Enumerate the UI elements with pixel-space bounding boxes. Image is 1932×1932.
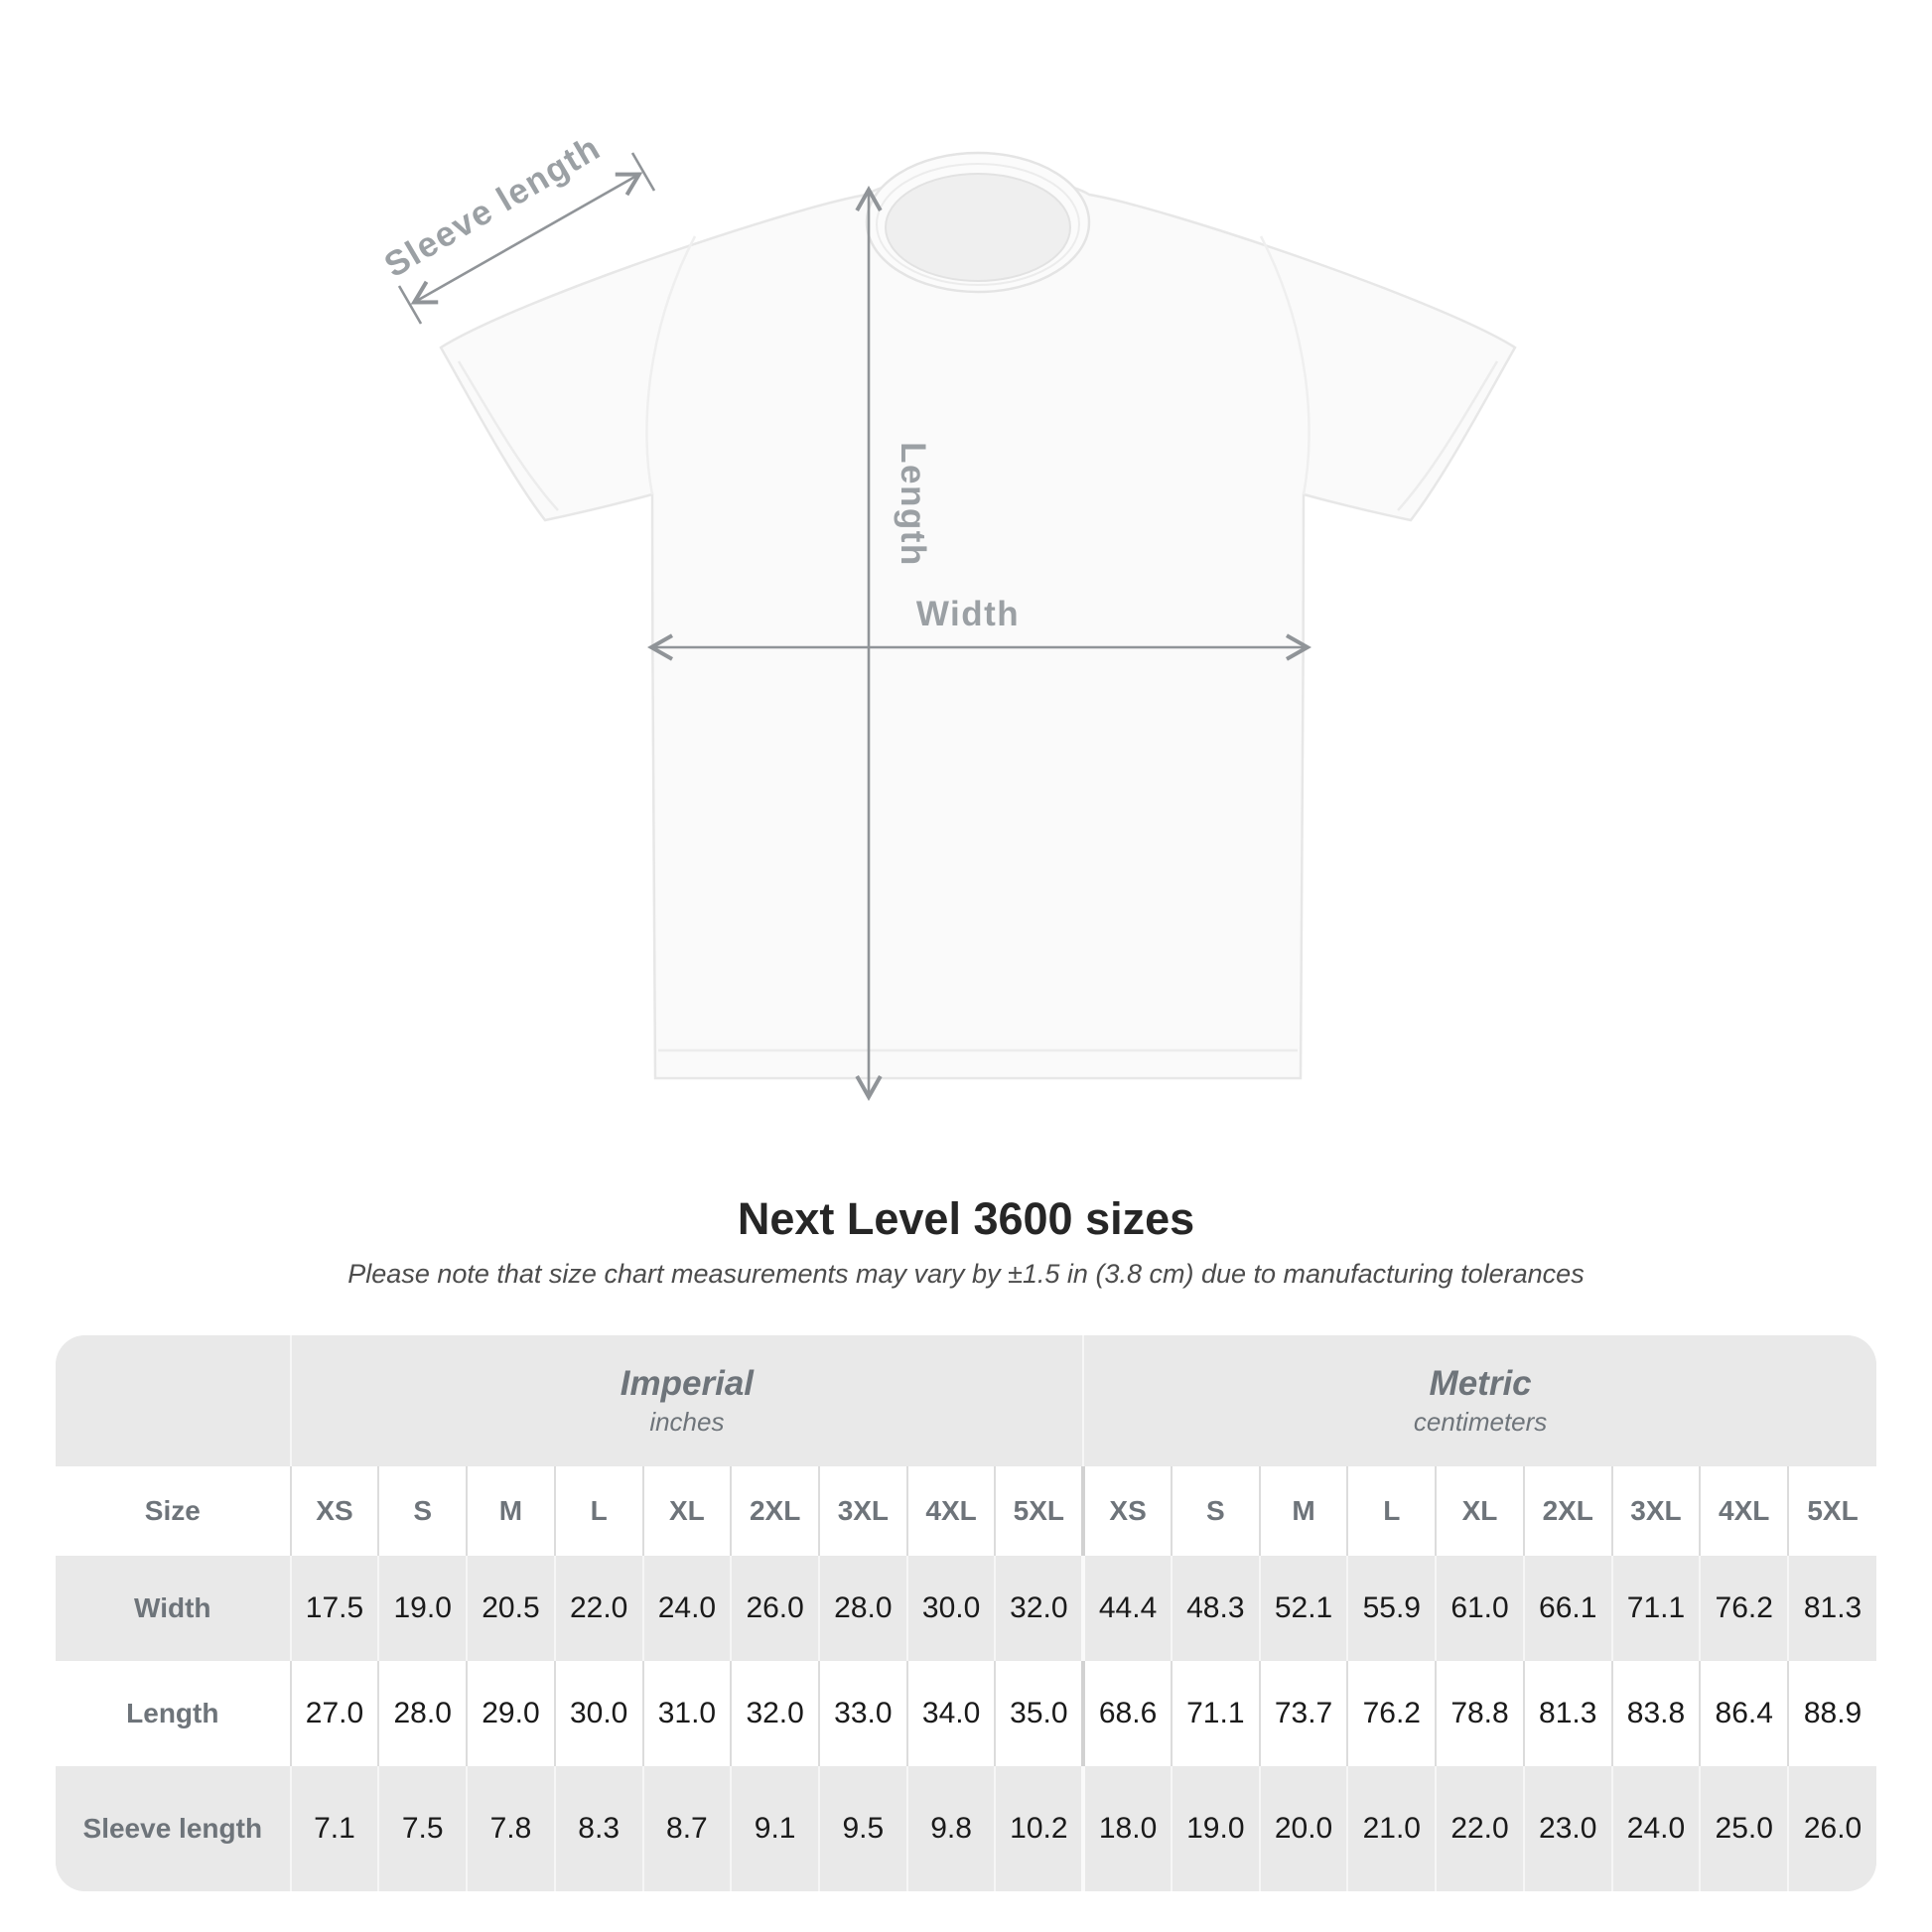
size-chart-container bbox=[56, 1335, 1876, 1891]
measurement-value: 24.0 bbox=[643, 1556, 732, 1661]
length-label: Length bbox=[894, 442, 932, 567]
measurement-value: 18.0 bbox=[1083, 1766, 1172, 1891]
measurement-value: 20.5 bbox=[467, 1556, 555, 1661]
measurement-value: 71.1 bbox=[1172, 1661, 1260, 1766]
size-col-header: XL bbox=[643, 1466, 732, 1556]
measurement-value: 34.0 bbox=[907, 1661, 996, 1766]
measurement-value: 32.0 bbox=[731, 1661, 819, 1766]
measurement-value: 73.7 bbox=[1260, 1661, 1348, 1766]
measurement-value: 33.0 bbox=[819, 1661, 907, 1766]
width-label: Width bbox=[915, 595, 1021, 633]
measurement-value: 21.0 bbox=[1347, 1766, 1436, 1891]
measurement-value: 27.0 bbox=[291, 1661, 379, 1766]
size-col-header: XS bbox=[1083, 1466, 1172, 1556]
measurement-value: 55.9 bbox=[1347, 1556, 1436, 1661]
row-label: Width bbox=[134, 1592, 211, 1623]
imperial-subtitle: inches bbox=[649, 1406, 725, 1437]
measurement-value: 19.0 bbox=[378, 1556, 467, 1661]
measurement-value: 52.1 bbox=[1260, 1556, 1348, 1661]
size-col-header: XL bbox=[1436, 1466, 1524, 1556]
size-table-body bbox=[56, 1335, 1876, 1891]
size-col-header: 3XL bbox=[819, 1466, 907, 1556]
measurement-value: 9.5 bbox=[819, 1766, 907, 1891]
measurement-value: 88.9 bbox=[1788, 1661, 1876, 1766]
size-col-header: L bbox=[1347, 1466, 1436, 1556]
size-col-header: 2XL bbox=[1524, 1466, 1612, 1556]
measurement-value: 7.5 bbox=[378, 1766, 467, 1891]
imperial-title: Imperial bbox=[620, 1364, 755, 1404]
imperial-header bbox=[291, 1335, 1084, 1466]
chart-heading bbox=[0, 1193, 1932, 1290]
measurement-value: 24.0 bbox=[1612, 1766, 1701, 1891]
size-col-header: 4XL bbox=[907, 1466, 996, 1556]
measurement-value: 30.0 bbox=[907, 1556, 996, 1661]
measurement-value: 9.1 bbox=[731, 1766, 819, 1891]
measurement-value: 30.0 bbox=[555, 1661, 643, 1766]
measurement-value: 66.1 bbox=[1524, 1556, 1612, 1661]
table-row bbox=[56, 1766, 1876, 1891]
size-col-header: 5XL bbox=[1788, 1466, 1876, 1556]
measurement-value: 44.4 bbox=[1083, 1556, 1172, 1661]
measurement-value: 10.2 bbox=[995, 1766, 1083, 1891]
page-title: Next Level 3600 sizes bbox=[737, 1193, 1195, 1244]
size-col-header: M bbox=[467, 1466, 555, 1556]
size-col-header: S bbox=[1172, 1466, 1260, 1556]
size-chart-table bbox=[56, 1335, 1876, 1891]
measurement-value: 61.0 bbox=[1436, 1556, 1524, 1661]
measurement-value: 19.0 bbox=[1172, 1766, 1260, 1891]
measurement-value: 71.1 bbox=[1612, 1556, 1701, 1661]
measurement-value: 17.5 bbox=[291, 1556, 379, 1661]
measurement-value: 8.7 bbox=[643, 1766, 732, 1891]
measurement-value: 26.0 bbox=[1788, 1766, 1876, 1891]
size-col-header: L bbox=[555, 1466, 643, 1556]
measurement-value: 76.2 bbox=[1347, 1661, 1436, 1766]
measurement-value: 20.0 bbox=[1260, 1766, 1348, 1891]
measurement-value: 26.0 bbox=[731, 1556, 819, 1661]
measurement-value: 81.3 bbox=[1788, 1556, 1876, 1661]
metric-subtitle: centimeters bbox=[1413, 1406, 1548, 1437]
measurement-value: 28.0 bbox=[819, 1556, 907, 1661]
measurement-value: 68.6 bbox=[1083, 1661, 1172, 1766]
measurement-value: 86.4 bbox=[1700, 1661, 1788, 1766]
metric-header bbox=[1083, 1335, 1876, 1466]
measurement-value: 7.1 bbox=[291, 1766, 379, 1891]
measurement-value: 76.2 bbox=[1700, 1556, 1788, 1661]
measurement-value: 32.0 bbox=[995, 1556, 1083, 1661]
table-row bbox=[56, 1661, 1876, 1766]
size-col-header: 4XL bbox=[1700, 1466, 1788, 1556]
measurement-value: 8.3 bbox=[555, 1766, 643, 1891]
unit-header-row bbox=[56, 1335, 1876, 1466]
measurement-value: 7.8 bbox=[467, 1766, 555, 1891]
table-row bbox=[56, 1556, 1876, 1661]
measurement-value: 78.8 bbox=[1436, 1661, 1524, 1766]
sleeve-measure-tick-low bbox=[399, 286, 421, 324]
size-col-header: 3XL bbox=[1612, 1466, 1701, 1556]
size-col-header: 5XL bbox=[995, 1466, 1083, 1556]
measurement-value: 31.0 bbox=[643, 1661, 732, 1766]
sleeve-length-label: Sleeve length bbox=[377, 128, 608, 286]
size-col-header: XS bbox=[291, 1466, 379, 1556]
size-header-row bbox=[56, 1466, 1876, 1556]
measurement-value: 48.3 bbox=[1172, 1556, 1260, 1661]
size-header-label: Size bbox=[144, 1495, 201, 1526]
measurement-value: 81.3 bbox=[1524, 1661, 1612, 1766]
measurement-value: 29.0 bbox=[467, 1661, 555, 1766]
measurement-value: 22.0 bbox=[555, 1556, 643, 1661]
measurement-value: 23.0 bbox=[1524, 1766, 1612, 1891]
measurement-value: 35.0 bbox=[995, 1661, 1083, 1766]
measurement-value: 9.8 bbox=[907, 1766, 996, 1891]
size-col-header: S bbox=[378, 1466, 467, 1556]
measurement-value: 83.8 bbox=[1612, 1661, 1701, 1766]
collar-opening bbox=[886, 174, 1070, 281]
unit-header-spacer bbox=[56, 1335, 291, 1466]
row-label: Length bbox=[126, 1698, 219, 1728]
measurement-value: 28.0 bbox=[378, 1661, 467, 1766]
metric-title: Metric bbox=[1429, 1364, 1532, 1404]
measurement-value: 25.0 bbox=[1700, 1766, 1788, 1891]
measurement-value: 22.0 bbox=[1436, 1766, 1524, 1891]
sleeve-measure-tick-high bbox=[632, 153, 654, 191]
page-subtitle: Please note that size chart measurements may vary by ±1.5 in (3.8 cm) due to manufacturing tolerances bbox=[347, 1259, 1585, 1289]
size-col-header: 2XL bbox=[731, 1466, 819, 1556]
size-col-header: M bbox=[1260, 1466, 1348, 1556]
row-label: Sleeve length bbox=[82, 1813, 263, 1844]
